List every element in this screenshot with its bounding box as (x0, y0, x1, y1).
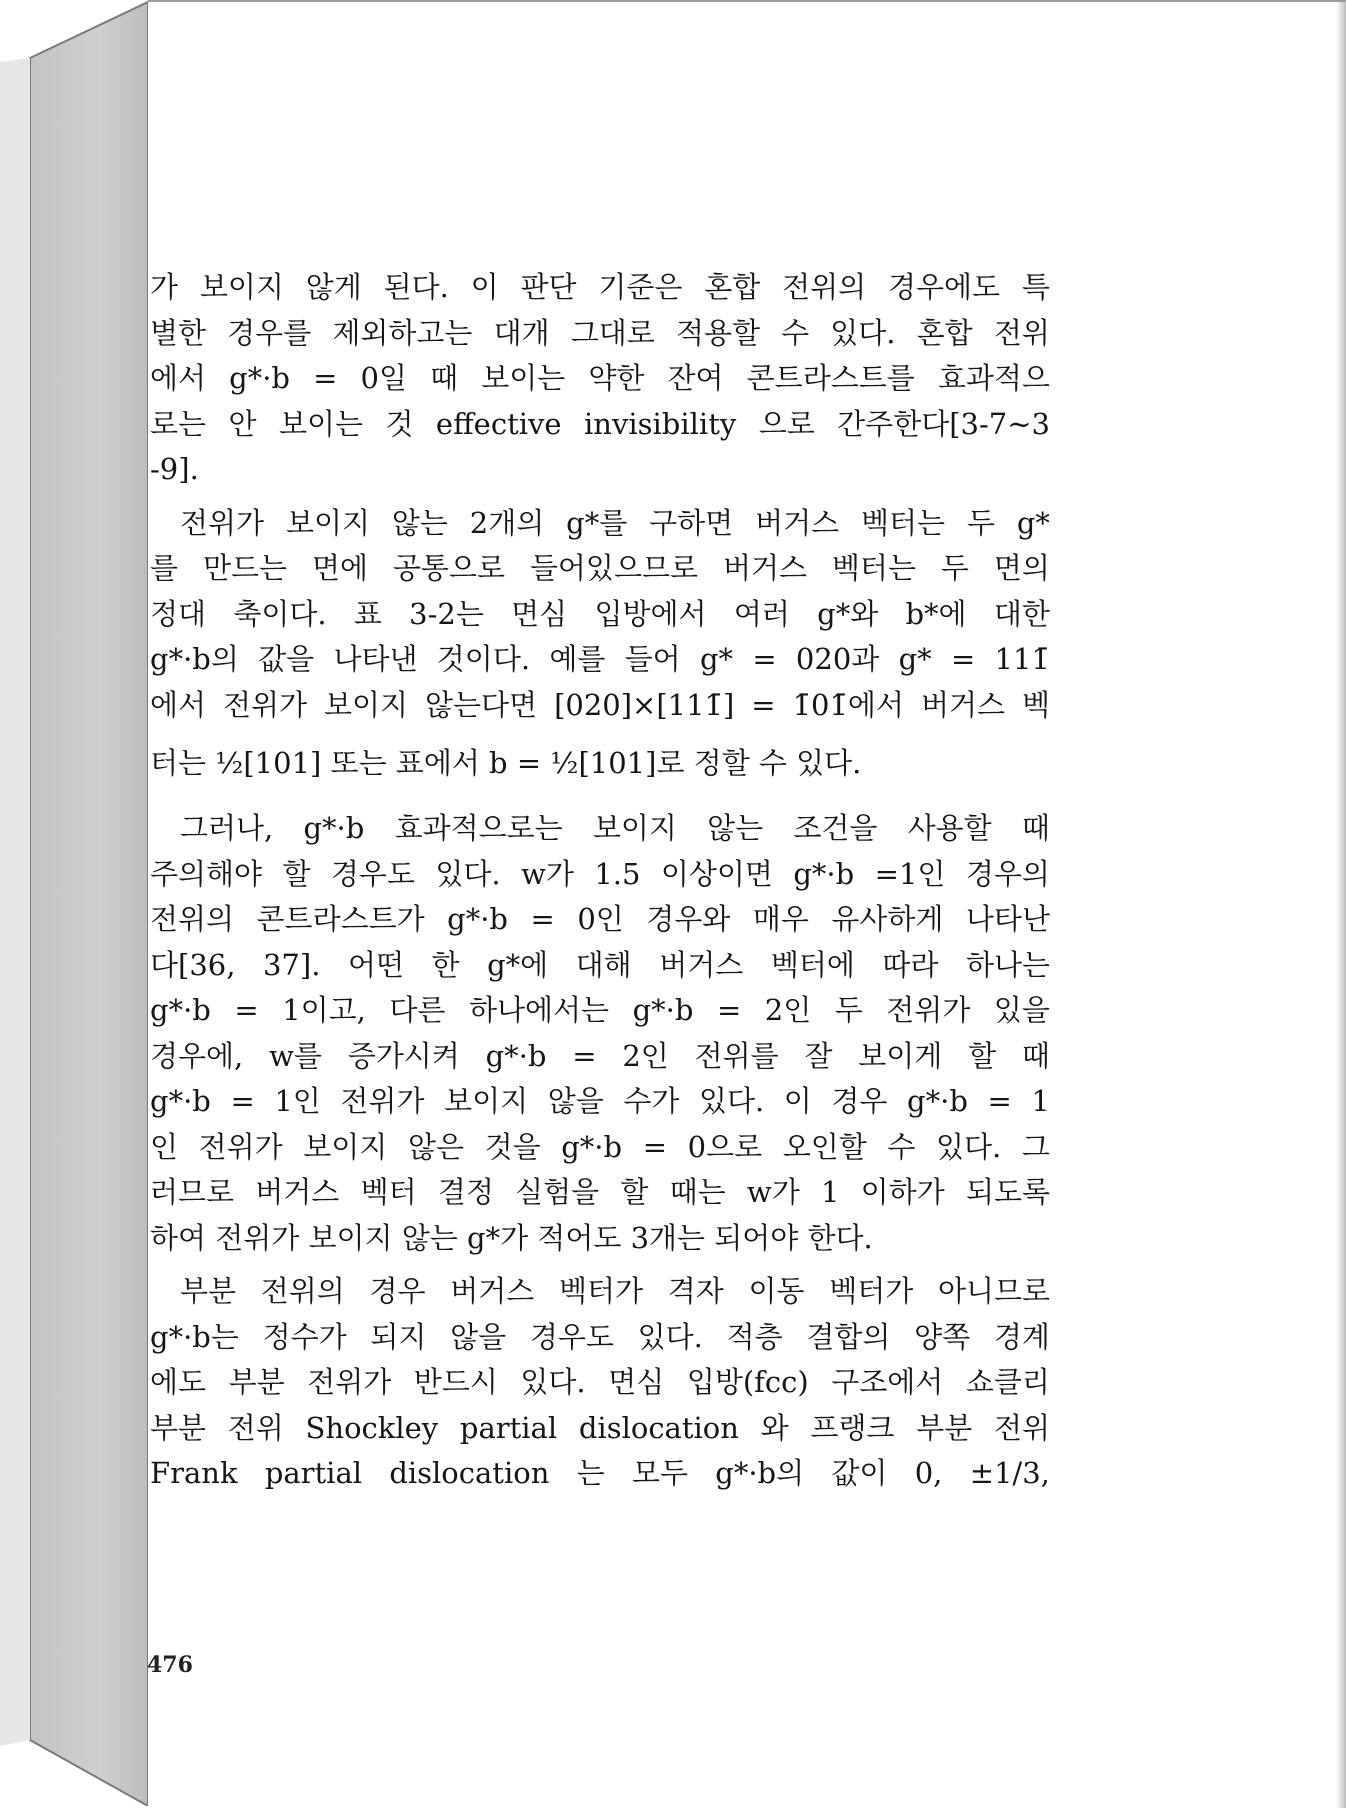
book-spine (0, 0, 150, 1806)
text-line: 가 보이지 않게 된다. 이 판단 기준은 혼합 전위의 경우에도 특 (150, 270, 1050, 304)
text-line: 에도 부분 전위가 반드시 있다. 면심 입방(fcc) 구조에서 쇼클리 (150, 1365, 1050, 1399)
text-line: g*·b는 정수가 되지 않을 경우도 있다. 적층 결합의 양쪽 경계 (150, 1319, 1050, 1354)
text-line: 경우에, w를 증가시켜 g*·b = 2인 전위를 잘 보이게 할 때 (150, 1038, 1050, 1073)
text-line: 를 만드는 면에 공통으로 들어있으므로 버거스 벡터는 두 면의 (150, 551, 1050, 585)
text-line: 별한 경우를 제외하고는 대개 그대로 적용할 수 있다. 혼합 전위 (150, 315, 1050, 350)
text-line: -9]. (150, 452, 199, 486)
text-line: 부분 전위의 경우 버거스 벡터가 격자 이동 벡터가 아니므로 (180, 1274, 1050, 1308)
text-line: 전위의 콘트라스트가 g*·b = 0인 경우와 매우 유사하게 나타난 (150, 902, 1050, 936)
body-text (150, 265, 1050, 1497)
text-line: 에서 g*·b = 0일 때 보이는 약한 잔여 콘트라스트를 효과적으 (150, 361, 1050, 395)
text-line: g*·b의 값을 나타낸 것이다. 예를 들어 g* = 020과 g* = 111̄ (150, 642, 1050, 676)
text-line: 다[36, 37]. 어떤 한 g*에 대해 버거스 벡터에 따라 하나는 (150, 947, 1050, 982)
page-number: 476 (147, 1652, 193, 1678)
text-line: 그러나, g*·b 효과적으로는 보이지 않는 조건을 사용할 때 (180, 811, 1050, 845)
text-line: 하여 전위가 보이지 않는 g*가 적어도 3개는 되어야 한다. (150, 1220, 873, 1255)
text-line: 터는 ½[101] 또는 표에서 b = ½[101]로 정할 수 있다. (150, 746, 862, 780)
text-line: 로는 안 보이는 것 effective invisibility 으로 간주한다[3-7∼3 (150, 406, 1050, 441)
text-line: 주의해야 할 경우도 있다. w가 1.5 이상이면 g*·b =1인 경우의 (150, 856, 1050, 891)
text-line: g*·b = 1이고, 다른 하나에서는 g*·b = 2인 두 전위가 있을 (150, 993, 1050, 1027)
text-line: 부분 전위 Shockley partial dislocation 와 프랭크 부분 전위 (150, 1410, 1050, 1445)
text-line: 러므로 버거스 벡터 결정 실험을 할 때는 w가 1 이하가 되도록 (150, 1175, 1050, 1209)
text-line: g*·b = 1인 전위가 보이지 않을 수가 있다. 이 경우 g*·b = 1 (150, 1084, 1050, 1118)
text-line: 정대 축이다. 표 3-2는 면심 입방에서 여러 g*와 b*에 대한 (150, 596, 1050, 631)
text-line: 전위가 보이지 않는 2개의 g*를 구하면 버거스 벡터는 두 g* (180, 505, 1050, 540)
text-line: Frank partial dislocation 는 모두 g*·b의 값이 0, ±1/3, (150, 1456, 1050, 1490)
text-line: 인 전위가 보이지 않은 것을 g*·b = 0으로 오인할 수 있다. 그 (150, 1129, 1050, 1164)
text-line: 에서 전위가 보이지 않는다면 [020]×[111̄] = 1̄01̄에서 버거스 벡 (150, 687, 1050, 722)
